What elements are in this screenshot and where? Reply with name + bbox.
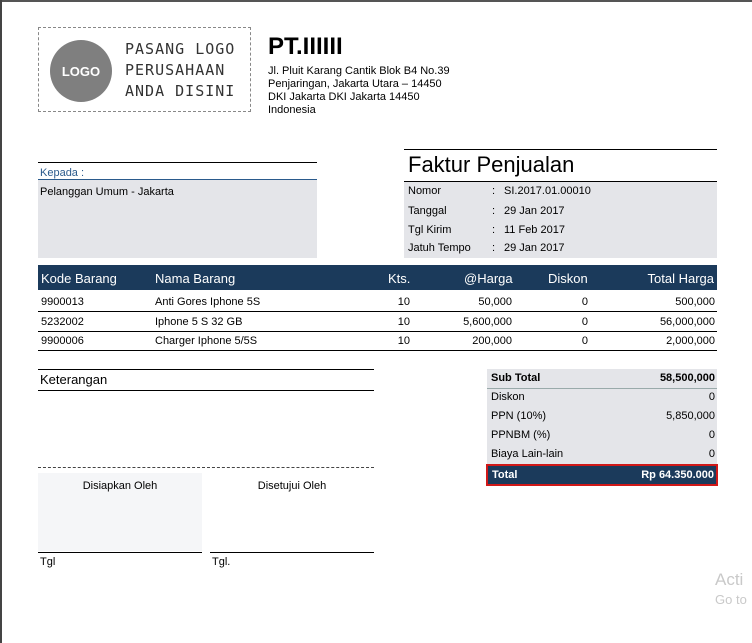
row-item-code: 9900013 [41,296,84,308]
table-row [38,292,717,312]
logo-caption-line3: ANDA DISINI [125,82,236,100]
ship-date-label: Tgl Kirim [408,224,452,236]
ppn-value: 5,850,000 [666,410,715,422]
row-quantity: 10 [397,335,410,347]
notes-label: Keterangan [40,372,108,387]
ship-date-value: 11 Feb 2017 [504,224,565,236]
ship-date-colon: : [492,224,496,236]
logo-caption-line2: PERUSAHAAN [125,61,226,79]
summary-ppnbm [491,429,715,441]
ppn-label: PPN (10%) [491,410,547,422]
other-costs-label: Biaya Lain-lain [491,448,564,460]
ppnbm-label: PPNBM (%) [491,429,551,441]
header-quantity: Kts. [388,271,411,286]
customer-top-rule [38,162,317,163]
row-item-name: Anti Gores Iphone 5S [155,296,261,308]
company-address-line1: Jl. Pluit Karang Cantik Blok B4 No.39 [268,65,450,77]
row-discount: 0 [581,296,588,308]
logo-caption [125,39,235,102]
company-address-line3: DKI Jakarta DKI Jakarta 14450 [268,91,420,103]
company-address [268,65,450,117]
ppnbm-value: 0 [708,429,715,441]
row-item-code: 5232002 [41,316,84,328]
company-address-line4: Indonesia [268,104,316,116]
summary-ppn [491,410,715,422]
row-total-price: 500,000 [675,296,715,308]
approved-by-date-label: Tgl. [212,556,231,568]
customer-name: Pelanggan Umum - Jakarta [40,186,174,198]
prepared-by-date-label: Tgl [40,556,56,568]
row-item-name: Iphone 5 S 32 GB [155,316,243,328]
company-name: PT.IIIIII [268,33,343,60]
due-date-label: Jatuh Tempo [408,242,471,254]
row-unit-price: 200,000 [472,335,512,347]
row-discount: 0 [581,335,588,347]
grand-total-row [486,464,718,486]
header-item-code: Kode Barang [41,271,117,286]
summary-subtotal [491,372,715,384]
invoice-title: Faktur Penjualan [408,152,575,177]
due-date-colon: : [492,242,496,254]
summary-other-costs [491,448,715,460]
row-quantity: 10 [397,296,410,308]
activation-watermark-line2: Go to [715,592,747,607]
row-total-price: 56,000,000 [659,316,715,328]
row-unit-price: 50,000 [478,296,512,308]
signature-dashed-divider [38,467,374,468]
header-unit-price: @Harga [464,271,513,286]
header-item-name: Nama Barang [155,271,236,286]
invoice-date-value: 29 Jan 2017 [504,205,565,217]
approved-by-signature-line [210,552,374,553]
grand-total-label: Total [492,469,518,481]
row-unit-price: 5,600,000 [463,316,512,328]
table-row [38,331,717,351]
due-date-value: 29 Jan 2017 [504,242,565,254]
invoice-number-colon: : [492,185,496,197]
logo-caption-line1: PASANG LOGO [125,40,236,58]
summary-discount [491,391,715,403]
company-address-line2: Penjaringan, Jakarta Utara – 14450 [268,78,442,90]
row-item-code: 9900006 [41,335,84,347]
notes-top-rule [38,369,374,370]
invoice-number-value: SI.2017.01.00010 [504,185,591,197]
invoice-date-label: Tanggal [408,205,447,217]
row-quantity: 10 [397,316,410,328]
table-row [38,312,717,332]
invoice-date-colon: : [492,205,496,217]
row-discount: 0 [581,316,588,328]
row-total-price: 2,000,000 [666,335,715,347]
other-costs-value: 0 [708,448,715,460]
window-top-border [0,0,752,2]
prepared-by-label: Disiapkan Oleh [82,480,158,492]
header-total-price: Total Harga [647,271,714,286]
invoice-number-label: Nomor [408,185,442,197]
subtotal-value: 58,500,000 [659,372,715,384]
subtotal-label: Sub Total [491,372,541,384]
invoice-title-top-rule [404,149,717,150]
activation-watermark-line1: Acti [715,570,744,589]
logo-icon: LOGO [50,40,112,102]
notes-bottom-rule [38,390,374,391]
window-left-border [0,0,2,643]
grand-total-value: Rp 64.350.000 [641,469,714,481]
header-discount: Diskon [548,271,588,286]
discount-value: 0 [708,391,715,403]
customer-label: Kepada : [40,167,85,179]
discount-label: Diskon [491,391,525,403]
summary-divider [487,388,717,389]
approved-by-label: Disetujui Oleh [257,480,327,492]
items-table-header [38,265,717,290]
prepared-by-signature-line [38,552,202,553]
row-item-name: Charger Iphone 5/5S [155,335,258,347]
